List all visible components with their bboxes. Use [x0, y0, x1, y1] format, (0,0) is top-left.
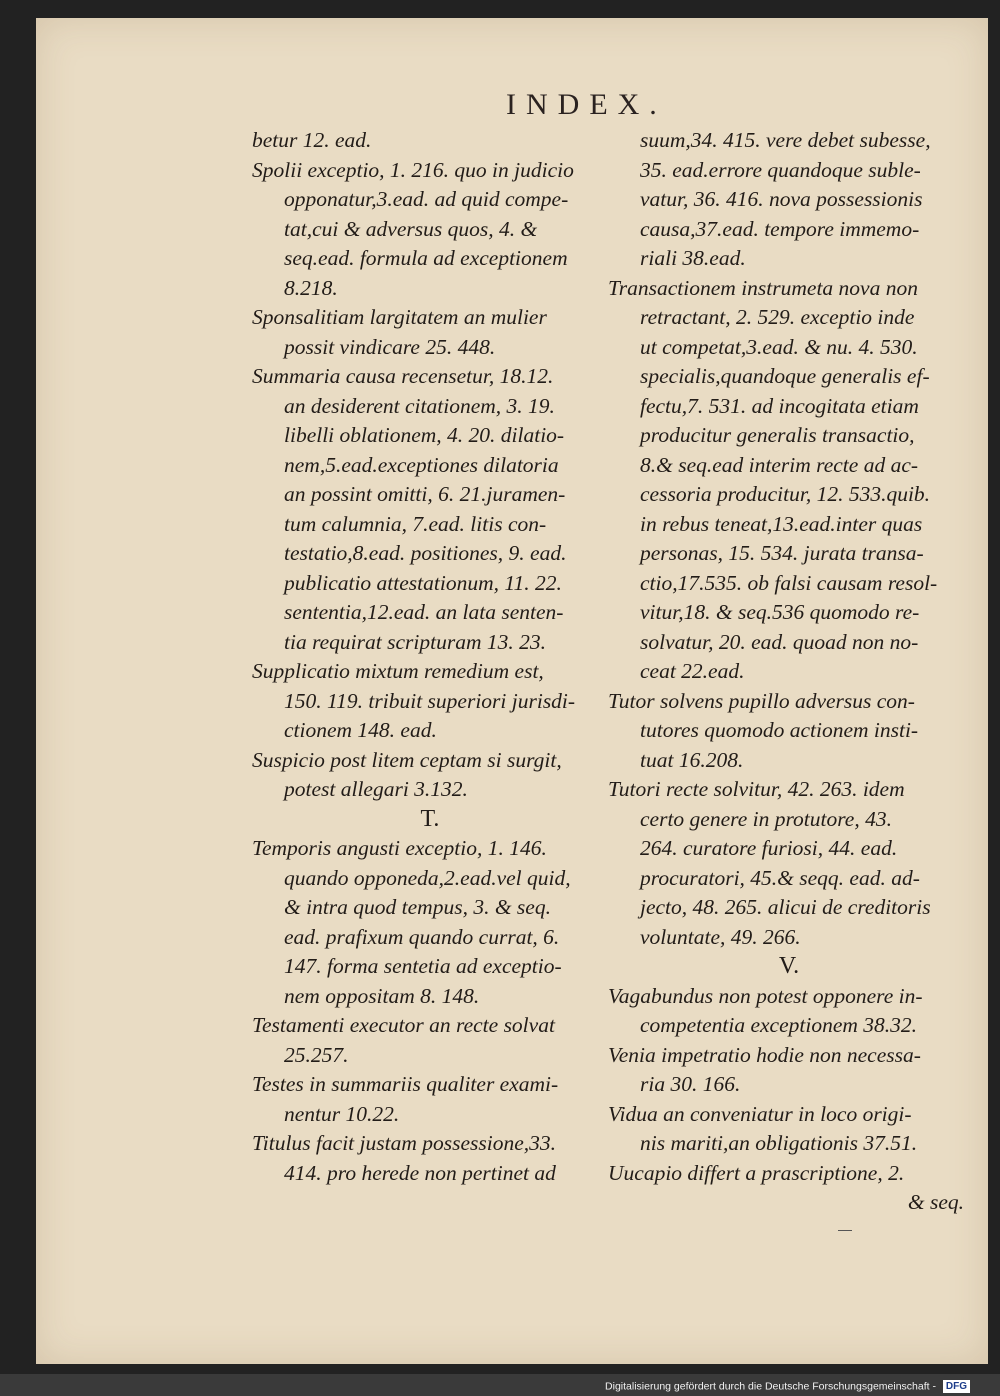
index-line: Titulus facit justam possessione,33.: [252, 1131, 557, 1155]
index-line: causa,37.ead. tempore immemo-: [640, 216, 920, 241]
index-line: Vagabundus non potest opponere in-: [608, 983, 923, 1008]
index-line: 8.218.: [284, 275, 338, 300]
index-line: 414. pro herede non pertinet ad: [284, 1160, 556, 1185]
index-line: ctionem 148. ead.: [284, 718, 437, 742]
index-line: Suspicio post litem ceptam si surgit,: [252, 747, 562, 772]
index-line: retractant, 2. 529. exceptio inde: [640, 305, 915, 329]
index-line: Venia impetratio hodie non necessa-: [608, 1042, 921, 1067]
index-line: cessoria producitur, 12. 533.quib.: [640, 482, 931, 506]
index-line: certo genere in protutore, 43.: [640, 806, 892, 831]
index-line: Spolii exceptio, 1. 216. quo in judicio: [252, 157, 574, 182]
right-column: [608, 126, 970, 1218]
index-line: 264. curatore furiosi, 44. ead.: [640, 836, 898, 860]
index-line: solvatur, 20. ead. quoad non no-: [640, 629, 919, 654]
index-line: libelli oblationem, 4. 20. dilatio-: [284, 423, 565, 447]
left-column: [252, 126, 608, 1188]
index-line: Tutori recte solvitur, 42. 263. idem: [608, 777, 905, 801]
index-line: Temporis angusti exceptio, 1. 146.: [252, 836, 547, 860]
index-line: jecto, 48. 265. alicui de creditoris: [640, 895, 931, 919]
index-line: Uucapio differt a prascriptione, 2.: [608, 1160, 905, 1185]
index-line: nem oppositam 8. 148.: [284, 983, 480, 1008]
index-line: Testamenti executor an recte solvat: [252, 1013, 555, 1037]
index-line: betur 12. ead.: [252, 128, 372, 152]
index-line: Transactionem instrumeta nova non: [608, 275, 918, 300]
index-line: seq.ead. formula ad exceptionem: [284, 246, 568, 270]
index-line: ut competat,3.ead. & nu. 4. 530.: [640, 334, 918, 359]
index-line: tia requirat scripturam 13. 23.: [284, 629, 546, 654]
index-line: ctio,17.535. ob falsi causam resol-: [640, 570, 938, 595]
index-line: nis mariti,an obligationis 37.51.: [640, 1131, 918, 1155]
section-letter: V.: [778, 953, 800, 979]
index-line: publicatio attestationum, 11. 22.: [284, 570, 562, 595]
index-line: riali 38.ead.: [640, 246, 746, 270]
index-line: possit vindicare 25. 448.: [284, 334, 496, 359]
index-line: competentia exceptionem 38.32.: [640, 1013, 918, 1037]
index-line: potest allegari 3.132.: [284, 777, 468, 801]
page-header: INDEX.: [506, 88, 667, 121]
index-line: 150. 119. tribuit superiori jurisdi-: [284, 688, 576, 713]
index-line: 35. ead.errore quandoque suble-: [640, 157, 921, 182]
footer-text: Digitalisierung gefördert durch die Deutsche Forschungsgemeinschaft -: [605, 1380, 936, 1393]
index-line: tutores quomodo actionem insti-: [640, 718, 919, 742]
index-line: procuratori, 45.& seqq. ead. ad-: [640, 865, 920, 890]
index-line: Summaria causa recensetur, 18.12.: [252, 364, 554, 388]
dfg-logo: DFG: [943, 1380, 970, 1393]
index-line: 147. forma sentetia ad exceptio-: [284, 954, 562, 978]
index-line: producitur generalis transactio,: [640, 423, 915, 447]
index-line: 25.257.: [284, 1042, 349, 1067]
index-line: testatio,8.ead. positiones, 9. ead.: [284, 541, 567, 565]
index-line: Supplicatio mixtum remedium est,: [252, 659, 544, 683]
index-line: 8.& seq.ead interim recte ad ac-: [640, 452, 919, 477]
index-line: nentur 10.22.: [284, 1101, 400, 1126]
index-line: & intra quod tempus, 3. & seq.: [284, 895, 551, 919]
index-line: suum,34. 415. vere debet subesse,: [640, 128, 931, 152]
index-line: & seq.: [907, 1190, 964, 1214]
footer-credit: [605, 1380, 970, 1393]
index-line: tuat 16.208.: [640, 747, 744, 772]
index-line: fectu,7. 531. ad incogitata etiam: [640, 393, 919, 418]
index-line: tat,cui & adversus quos, 4. &: [284, 216, 538, 241]
index-line: an possint omitti, 6. 21.juramen-: [284, 482, 566, 506]
index-line: tum calumnia, 7.ead. litis con-: [284, 511, 547, 536]
index-line: Sponsalitiam largitatem an mulier: [252, 305, 547, 329]
index-line: an desiderent citationem, 3. 19.: [284, 393, 555, 418]
section-letter: T.: [420, 805, 440, 832]
index-line: ceat 22.ead.: [640, 659, 745, 683]
index-line: Testes in summariis qualiter exami-: [252, 1072, 559, 1096]
page-mark: [838, 1230, 852, 1231]
index-line: Tutor solvens pupillo adversus con-: [608, 688, 915, 713]
index-line: nem,5.ead.exceptiones dilatoria: [284, 452, 559, 477]
index-line: in rebus teneat,13.ead.inter quas: [640, 511, 923, 536]
index-line: sententia,12.ead. an lata senten-: [284, 600, 564, 624]
index-line: specialis,quandoque generalis ef-: [640, 364, 930, 388]
index-line: opponatur,3.ead. ad quid compe-: [284, 187, 569, 211]
index-line: vatur, 36. 416. nova possessionis: [640, 187, 923, 211]
index-line: ria 30. 166.: [640, 1072, 741, 1096]
index-line: quando opponeda,2.ead.vel quid,: [284, 865, 571, 890]
index-line: personas, 15. 534. jurata transa-: [640, 541, 924, 565]
index-line: vitur,18. & seq.536 quomodo re-: [640, 600, 920, 624]
index-line: ead. prafixum quando currat, 6.: [284, 924, 560, 949]
book-page: [36, 18, 988, 1364]
index-line: Vidua an conveniatur in loco origi-: [608, 1101, 912, 1126]
index-line: voluntate, 49. 266.: [640, 924, 801, 949]
